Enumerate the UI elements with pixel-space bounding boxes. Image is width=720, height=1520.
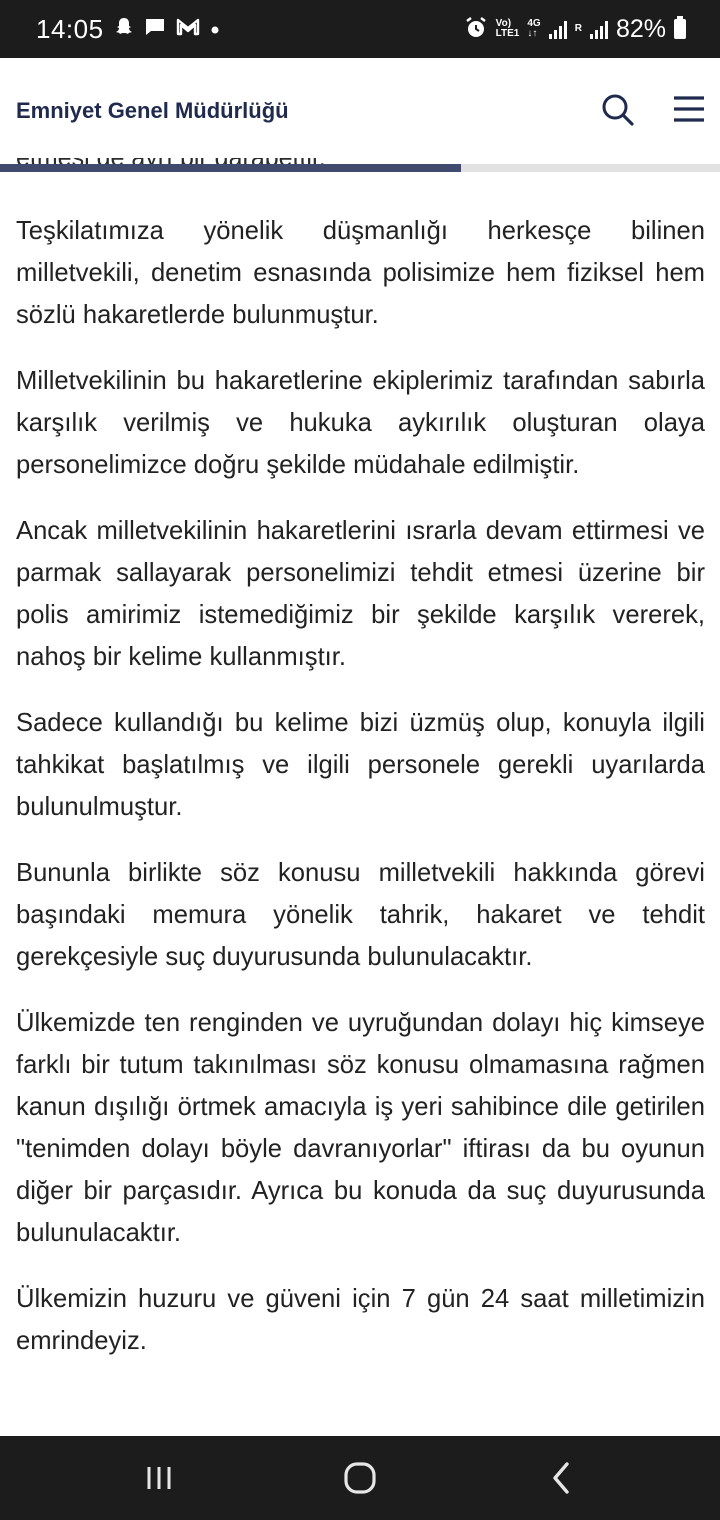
network-type-label: 4G bbox=[527, 18, 541, 29]
article-paragraph: Milletvekilinin bu hakaretlerine ekiplerimiz tarafından sabırla karşılık verilmiş ve hukuka aykırılık oluşturan olaya personelimizce doğru şekilde müdahale edilmiştir. bbox=[16, 367, 705, 479]
home-icon bbox=[342, 1460, 378, 1496]
data-arrows-icon: ↓↑ bbox=[527, 28, 538, 39]
article-paragraph: Teşkilatımıza yönelik düşmanlığı herkesçe bilinen milletvekili, denetim esnasında polisimize hem fiziksel hem sözlü hakaretlerde bulunmuştur. bbox=[16, 217, 705, 329]
volte-indicator bbox=[496, 19, 520, 39]
back-icon bbox=[547, 1460, 577, 1496]
more-notifications-dot-icon bbox=[210, 19, 220, 39]
site-title[interactable]: Emniyet Genel Müdürlüğü bbox=[16, 98, 289, 123]
recents-button[interactable] bbox=[119, 1450, 199, 1506]
roaming-label: R bbox=[574, 23, 582, 34]
reading-progress-fill bbox=[0, 164, 461, 172]
article-body bbox=[16, 210, 705, 1386]
article-paragraph: Ülkemizde ten renginden ve uyruğundan dolayı hiç kimseye farklı bir tutum takınılması söz konusu olmamasına rağmen kanun dışılığı örtmek amacıyla iş yeri sahibince dile getirilen "tenimden dolayı böyle davranıyorlar" iftirası da bu oyunun diğer bir parçasıdır. Ayrıca bu konuda da suç duyurusunda bulunulacaktır. bbox=[16, 1009, 705, 1247]
menu-button[interactable] bbox=[666, 88, 712, 132]
battery-icon bbox=[674, 19, 686, 39]
signal-strength-2-icon bbox=[590, 19, 608, 39]
roaming-indicator bbox=[575, 24, 582, 34]
back-button[interactable] bbox=[522, 1450, 602, 1506]
alarm-icon bbox=[464, 16, 488, 43]
article-paragraph: Ülkemizin huzuru ve güveni için 7 gün 24 saat milletimizin emrindeyiz. bbox=[16, 1285, 705, 1355]
home-button[interactable] bbox=[320, 1450, 400, 1506]
status-bar-left bbox=[36, 14, 220, 45]
search-icon bbox=[596, 88, 640, 132]
status-time: 14:05 bbox=[36, 13, 104, 44]
battery-percent: 82% bbox=[615, 14, 666, 43]
volte-label: Vo) bbox=[495, 18, 512, 29]
system-navigation-bar bbox=[0, 1436, 720, 1520]
signal-strength-1-icon bbox=[549, 19, 567, 39]
article-paragraph: Ancak milletvekilinin hakaretlerini ısrarla devam ettirmesi ve parmak sallayarak personelimizi tehdit etmesi üzerine bir polis amirimiz istemediğimiz bir şekilde karşılık vererek, nahoş bir kelime kullanmıştır. bbox=[16, 517, 705, 671]
message-notification-icon bbox=[144, 17, 166, 41]
lte-label: LTE1 bbox=[495, 28, 520, 39]
site-header bbox=[0, 58, 720, 164]
status-bar-right bbox=[464, 15, 686, 44]
search-button[interactable] bbox=[596, 88, 640, 132]
network-type-indicator bbox=[527, 19, 540, 39]
hamburger-menu-icon bbox=[666, 88, 712, 132]
reading-progress-bar bbox=[0, 164, 720, 172]
snapchat-notification-icon bbox=[114, 16, 134, 42]
article-paragraph: Sadece kullandığı bu kelime bizi üzmüş olup, konuyla ilgili tahkikat başlatılmış ve ilgili personele gerekli uyarılarda bulunulmuştur. bbox=[16, 709, 705, 821]
gmail-notification-icon bbox=[176, 18, 200, 40]
status-bar bbox=[0, 0, 720, 58]
recents-icon bbox=[143, 1463, 175, 1493]
article-paragraph: Bununla birlikte söz konusu milletvekili hakkında görevi başındaki memura yönelik tahrik, hakaret ve tehdit gerekçesiyle suç duyurusunda bulunulacaktır. bbox=[16, 859, 705, 971]
